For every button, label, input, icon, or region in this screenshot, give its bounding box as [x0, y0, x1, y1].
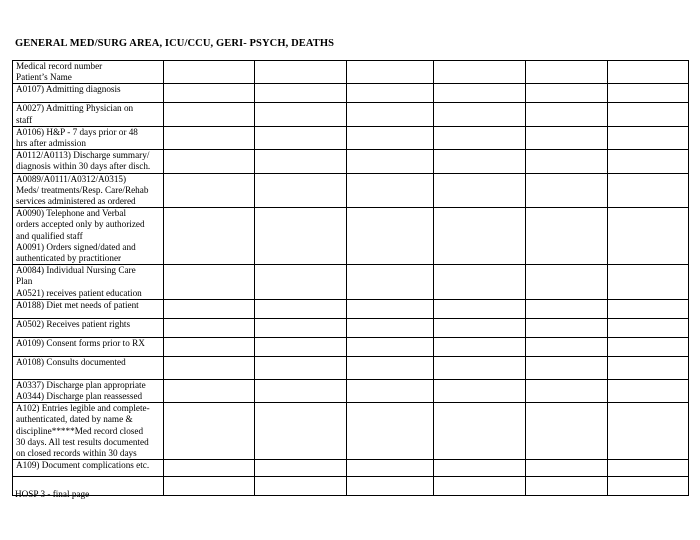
record-entry-cell[interactable]: [434, 208, 526, 265]
record-entry-cell[interactable]: [434, 299, 526, 318]
record-entry-cell[interactable]: [434, 337, 526, 356]
record-entry-cell[interactable]: [434, 403, 526, 460]
table-row: [13, 265, 689, 300]
criteria-label-cell: [13, 84, 164, 103]
record-entry-cell[interactable]: [347, 403, 434, 460]
table-row: [13, 403, 689, 460]
criteria-label-line: A0027) Admitting Physician on: [16, 103, 134, 114]
table-row: [13, 337, 689, 356]
record-entry-cell[interactable]: [164, 356, 255, 379]
record-entry-cell[interactable]: [164, 84, 255, 103]
record-entry-cell[interactable]: [608, 103, 689, 126]
record-entry-cell[interactable]: [434, 173, 526, 208]
criteria-label-line: A0091) Orders signed/dated and: [16, 241, 136, 252]
record-entry-cell[interactable]: [608, 403, 689, 460]
criteria-label-line: A0090) Telephone and Verbal: [16, 208, 127, 219]
record-entry-cell[interactable]: [608, 299, 689, 318]
record-entry-cell[interactable]: [255, 403, 347, 460]
record-entry-cell[interactable]: [255, 61, 347, 84]
record-entry-cell[interactable]: [526, 84, 608, 103]
record-entry-cell[interactable]: [526, 356, 608, 379]
criteria-label-cell: [13, 150, 164, 173]
record-entry-cell[interactable]: [434, 84, 526, 103]
criteria-label-line: Plan: [16, 276, 33, 287]
record-entry-cell[interactable]: [255, 477, 347, 496]
record-entry-cell[interactable]: [526, 318, 608, 337]
table-row: [13, 208, 689, 265]
criteria-label-line: diagnosis within 30 days after disch.: [16, 161, 151, 172]
record-entry-cell[interactable]: [608, 477, 689, 496]
record-entry-cell[interactable]: [434, 150, 526, 173]
record-entry-cell[interactable]: [526, 208, 608, 265]
criteria-label-line: on closed records within 30 days: [16, 448, 137, 459]
table-row: [13, 477, 689, 496]
table-row: [13, 318, 689, 337]
record-entry-cell[interactable]: [255, 103, 347, 126]
criteria-label-cell: [13, 318, 164, 337]
criteria-label-line: services administered as ordered: [16, 196, 136, 207]
record-entry-cell[interactable]: [255, 173, 347, 208]
record-entry-cell[interactable]: [434, 356, 526, 379]
criteria-label-cell: [13, 299, 164, 318]
criteria-label-line: A0106) H&P - 7 days prior or 48: [16, 126, 138, 137]
record-entry-cell[interactable]: [164, 403, 255, 460]
criteria-label-cell: [13, 337, 164, 356]
record-entry-cell[interactable]: [347, 299, 434, 318]
record-entry-cell[interactable]: [255, 265, 347, 300]
record-entry-cell[interactable]: [434, 477, 526, 496]
criteria-label-cell: [13, 356, 164, 379]
audit-table-body: [13, 61, 689, 496]
criteria-label-line: A0502) Receives patient rights: [16, 318, 131, 329]
record-entry-cell[interactable]: [608, 318, 689, 337]
criteria-label-line: A0112/A0113) Discharge summary/: [16, 150, 150, 161]
table-row: [13, 379, 689, 402]
record-entry-cell[interactable]: [434, 61, 526, 84]
record-entry-cell[interactable]: [347, 477, 434, 496]
record-entry-cell[interactable]: [164, 337, 255, 356]
record-entry-cell[interactable]: [255, 318, 347, 337]
record-entry-cell[interactable]: [608, 173, 689, 208]
record-entry-cell[interactable]: [434, 460, 526, 477]
criteria-label-line: A0344) Discharge plan reassessed: [16, 391, 143, 402]
criteria-label-line: orders accepted only by authorized: [16, 219, 145, 230]
criteria-label-cell: [13, 103, 164, 126]
page-footer: HOSP 3 - final page: [15, 489, 90, 499]
record-entry-cell[interactable]: [608, 356, 689, 379]
record-entry-cell[interactable]: [434, 379, 526, 402]
record-entry-cell[interactable]: [526, 337, 608, 356]
record-entry-cell[interactable]: [608, 61, 689, 84]
record-entry-cell[interactable]: [526, 173, 608, 208]
table-row: [13, 84, 689, 103]
record-entry-cell[interactable]: [255, 337, 347, 356]
record-entry-cell[interactable]: [608, 150, 689, 173]
record-entry-cell[interactable]: [526, 265, 608, 300]
record-entry-cell[interactable]: [608, 208, 689, 265]
criteria-label-line: authenticated by practitioner: [16, 253, 122, 264]
record-entry-cell[interactable]: [164, 173, 255, 208]
record-entry-cell[interactable]: [164, 299, 255, 318]
record-entry-cell[interactable]: [347, 150, 434, 173]
record-entry-cell[interactable]: [255, 299, 347, 318]
record-entry-cell[interactable]: [526, 379, 608, 402]
criteria-label-line: A0108) Consults documented: [16, 356, 126, 367]
criteria-label-line: discipline*****Med record closed: [16, 425, 144, 436]
record-entry-cell[interactable]: [347, 61, 434, 84]
record-entry-cell[interactable]: [164, 126, 255, 149]
record-entry-cell[interactable]: [526, 150, 608, 173]
criteria-label-line: A0109) Consent forms prior to RX: [16, 337, 145, 348]
criteria-label-cell: [13, 61, 164, 84]
record-entry-cell[interactable]: [608, 126, 689, 149]
record-entry-cell[interactable]: [347, 126, 434, 149]
criteria-label-line: 30 days. All test results documented: [16, 436, 149, 447]
record-entry-cell[interactable]: [347, 460, 434, 477]
record-entry-cell[interactable]: [164, 208, 255, 265]
table-row: [13, 126, 689, 149]
record-entry-cell[interactable]: [347, 265, 434, 300]
record-entry-cell[interactable]: [608, 337, 689, 356]
record-entry-cell[interactable]: [347, 103, 434, 126]
record-entry-cell[interactable]: [255, 356, 347, 379]
criteria-label-cell: [13, 126, 164, 149]
record-entry-cell[interactable]: [526, 403, 608, 460]
criteria-label-line: staff: [16, 114, 33, 125]
record-entry-cell[interactable]: [347, 379, 434, 402]
criteria-label-line: A102) Entries legible and complete-: [16, 403, 150, 414]
table-row: [13, 460, 689, 477]
table-row: [13, 299, 689, 318]
record-entry-cell[interactable]: [434, 265, 526, 300]
record-entry-cell[interactable]: [164, 477, 255, 496]
record-entry-cell[interactable]: [164, 460, 255, 477]
record-entry-cell[interactable]: [347, 337, 434, 356]
record-entry-cell[interactable]: [526, 299, 608, 318]
criteria-label-line: Meds/ treatments/Resp. Care/Rehab: [16, 184, 149, 195]
record-entry-cell[interactable]: [164, 265, 255, 300]
record-entry-cell[interactable]: [526, 103, 608, 126]
criteria-label-cell: [13, 379, 164, 402]
criteria-label-line: A0107) Admitting diagnosis: [16, 84, 121, 95]
record-entry-cell[interactable]: [255, 126, 347, 149]
criteria-label-line: A0337) Discharge plan appropriate: [16, 379, 146, 390]
record-entry-cell[interactable]: [255, 460, 347, 477]
record-entry-cell[interactable]: [255, 84, 347, 103]
criteria-label-cell: [13, 460, 164, 477]
criteria-label-line: A0089/A0111/A0312/A0315): [16, 173, 127, 184]
record-entry-cell[interactable]: [347, 84, 434, 103]
record-entry-cell[interactable]: [526, 126, 608, 149]
record-entry-cell[interactable]: [164, 61, 255, 84]
criteria-label-cell: [13, 265, 164, 300]
table-row: [13, 61, 689, 84]
record-entry-cell[interactable]: [164, 150, 255, 173]
table-row: [13, 103, 689, 126]
table-row: [13, 356, 689, 379]
page-title: GENERAL MED/SURG AREA, ICU/CCU, GERI- PSYCH, DEATHS: [15, 38, 335, 49]
record-entry-cell[interactable]: [164, 318, 255, 337]
table-row: [13, 150, 689, 173]
record-entry-cell[interactable]: [255, 150, 347, 173]
criteria-label-cell: [13, 403, 164, 460]
record-entry-cell[interactable]: [608, 379, 689, 402]
record-entry-cell[interactable]: [608, 265, 689, 300]
record-entry-cell[interactable]: [164, 103, 255, 126]
record-entry-cell[interactable]: [255, 379, 347, 402]
table-row: [13, 173, 689, 208]
record-entry-cell[interactable]: [347, 318, 434, 337]
record-entry-cell[interactable]: [255, 208, 347, 265]
criteria-label-line: hrs after admission: [16, 138, 86, 149]
audit-table: [12, 60, 689, 496]
record-entry-cell[interactable]: [434, 103, 526, 126]
criteria-label-line: authenticated, dated by name &: [16, 414, 133, 425]
criteria-label-line: Medical record number: [16, 61, 103, 71]
record-entry-cell[interactable]: [347, 208, 434, 265]
record-entry-cell[interactable]: [608, 460, 689, 477]
record-entry-cell[interactable]: [526, 61, 608, 84]
criteria-label-line: A0084) Individual Nursing Care: [16, 265, 136, 276]
criteria-label-line: and qualified staff: [16, 230, 83, 241]
record-entry-cell[interactable]: [526, 477, 608, 496]
record-entry-cell[interactable]: [347, 356, 434, 379]
record-entry-cell[interactable]: [434, 126, 526, 149]
criteria-label-line: A0521) receives patient education: [16, 287, 142, 298]
record-entry-cell[interactable]: [434, 318, 526, 337]
criteria-label-line: A109) Document complications etc.: [16, 460, 150, 471]
record-entry-cell[interactable]: [164, 379, 255, 402]
record-entry-cell[interactable]: [608, 84, 689, 103]
criteria-label-cell: [13, 173, 164, 208]
criteria-label-line: Patient’s Name: [16, 72, 72, 83]
criteria-label-line: A0188) Diet met needs of patient: [16, 299, 139, 310]
criteria-label-cell: [13, 208, 164, 265]
record-entry-cell[interactable]: [347, 173, 434, 208]
record-entry-cell[interactable]: [526, 460, 608, 477]
